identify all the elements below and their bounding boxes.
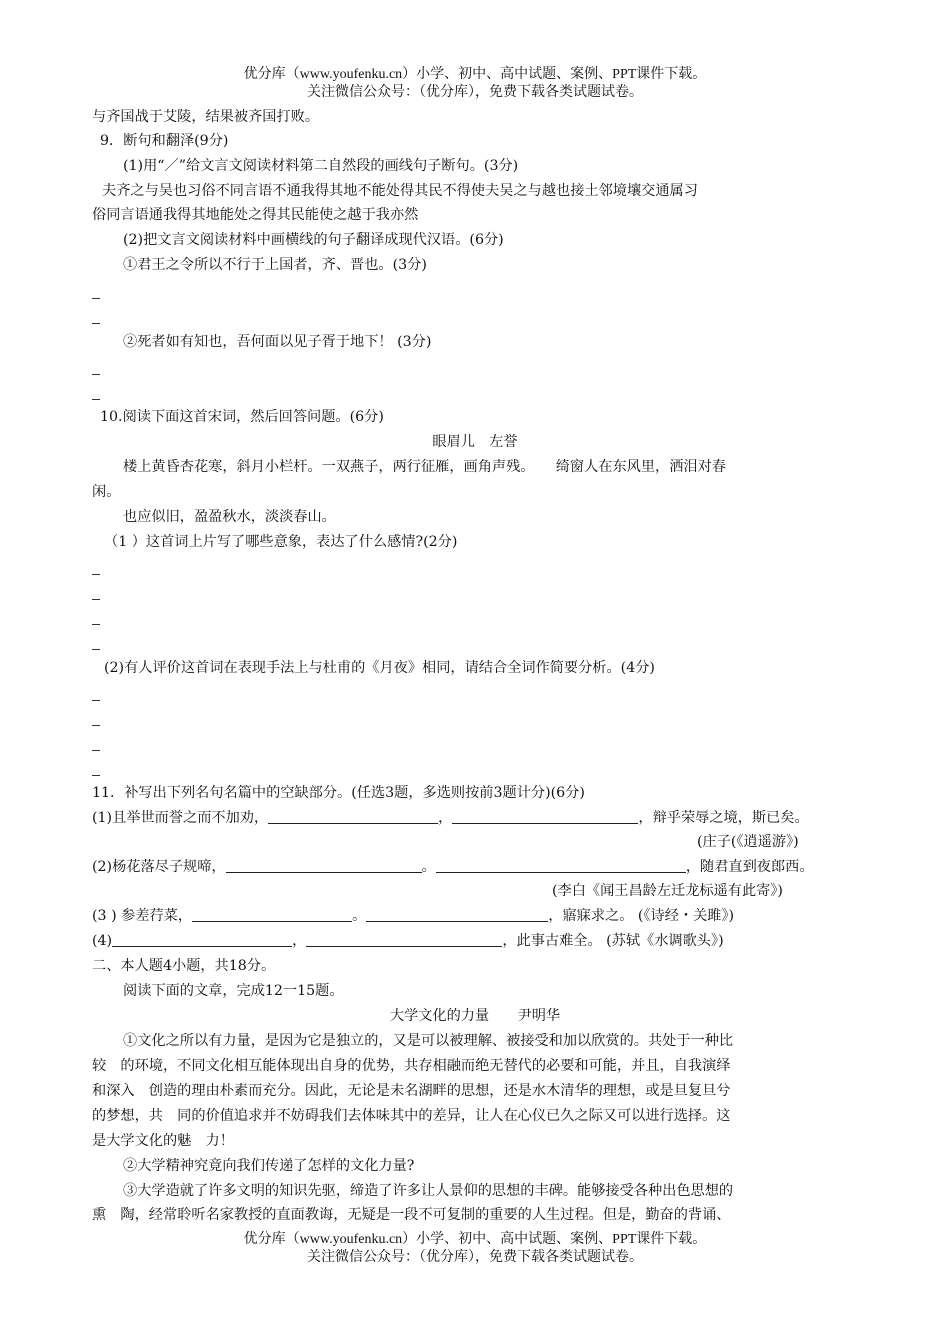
answer-line [92,775,100,776]
answer-line [92,725,100,726]
answer-line [92,399,100,400]
fill-blank[interactable] [452,809,638,824]
page-footer-line-2: 关注微信公众号：（优分库），免费下载各类试题试卷。 [307,1250,643,1265]
fill-in-item-2 [92,858,814,876]
item-text: (2)杨花落尽子规啼， [92,859,226,875]
answer-line [92,700,100,701]
item-text: ，辩乎荣辱之境，斯已矣。 [638,810,809,826]
answer-line [92,323,100,324]
poem-line: 楼上黄昏杏花寒，斜月小栏杆。一双燕子，两行征雁，画角声残。 绮窗人在东风里，洒泪对春 [123,459,726,475]
poem-line: 也应似旧，盈盈秋水，淡淡春山。 [123,509,336,525]
item-source: (李白《闻王昌龄左迁龙标遥有此寄》) [552,883,783,899]
item-text: (1)且举世而誉之而不加劝， [92,810,269,826]
page-footer-line-1: 优分库（www.youfenku.cn）小学、初中、高中试题、案例、PPT课件下载。 [243,1232,707,1247]
section-2-title: 二、本人题4小题，共18分。 [92,958,276,974]
answer-line [92,298,100,299]
question-9-item-1: ①君王之令所以不行于上国者，齐、晋也。(3分) [123,257,427,273]
fill-blank[interactable] [366,907,548,922]
fill-in-item-1 [92,809,809,827]
article-title: 大学文化的力量 尹明华 [389,1008,561,1024]
question-10-part-2: (2)有人评价这首词在表现手法上与杜甫的《月夜》相同，请结合全词作简要分析。(4分) [104,660,655,676]
item-text: ， [292,933,307,949]
article-line: 较 的环境，不同文化相互能体现出自身的优势，共存相融而绝无替代的必要和可能，并且，自我演绎 [92,1058,731,1074]
question-9-part-2: (2)把文言文阅读材料中画横线的句子翻译成现代汉语。(6分) [123,232,504,248]
page-header-line-2: 关注微信公众号：（优分库），免费下载各类试题试卷。 [307,85,643,100]
text-line: 与齐国战于艾陵，结果被齐国打败。 [92,109,320,125]
item-text: (3 ) 参差荇菜， [92,908,193,924]
article-line: 的梦想，共 同的价值追求并不妨碍我们去体味其中的差异，让人在心仪已久之际又可以进行选择。这 [92,1108,731,1124]
article-line: ②大学精神究竟向我们传递了怎样的文化力量? [123,1158,415,1174]
answer-line [92,649,100,650]
answer-line [92,374,100,375]
fill-blank[interactable] [436,858,686,873]
question-10-title: 10.阅读下面这首宋词，然后回答问题。(6分) [100,409,384,425]
question-11-title: 11．补写出下列名句名篇中的空缺部分。(任选3题，多选则按前3题计分)(6分) [92,785,585,801]
fill-blank[interactable] [112,932,292,947]
fill-blank[interactable] [192,907,352,922]
answer-line [92,599,100,600]
article-line: 是大学文化的魅 力！ [92,1133,234,1149]
text-line: 俗同言语通我得其地能处之得其民能使之越于我亦然 [92,207,419,223]
item-text: 。 [421,859,436,875]
poem-title: 眼眉儿 左誉 [432,434,518,450]
item-text: (4) [92,933,113,949]
question-9-title: 9．断句和翻泽(9分) [100,133,229,149]
page-header-line-1: 优分库（www.youfenku.cn）小学、初中、高中试题、案例、PPT课件下载。 [243,67,707,82]
article-line: ①文化之所以有力量，是因为它是独立的，又是可以被理解、被接受和加以欣赏的。共处于一种比 [123,1033,734,1049]
fill-blank[interactable] [306,932,502,947]
answer-line [92,750,100,751]
fill-blank[interactable] [226,858,422,873]
question-10-part-1: （1 ）这首词上片写了哪些意象，表达了什么感情?(2分) [104,534,458,550]
item-text: ， [438,810,453,826]
article-line: 熏 陶，经常聆听名家教授的直面教诲，无疑是一段不可复制的重要的人生过程。但是，勤奋的背诵、 [92,1207,731,1223]
item-text: ，随君直到夜郎西。 [685,859,814,875]
article-line: ③大学造就了许多文明的知识先驱，缔造了许多让人景仰的思想的丰碑。能够接受各种出色思想的 [123,1183,734,1199]
item-text: 。 [352,908,367,924]
item-text: ，此事古难全。 (苏轼《水调歌头》) [502,933,724,949]
fill-in-item-4 [92,932,724,950]
answer-line [92,624,100,625]
question-9-item-2: ②死者如有知也，吾何面以见子胥于地下！ (3分) [123,334,432,350]
item-source: (庄子(《逍遥游》) [697,834,799,850]
item-text: ，寤寐求之。 (《诗经・关雎》) [548,908,735,924]
fill-in-item-3 [92,907,734,925]
question-9-part-1: (1)用“／”给文言文阅读材料第二自然段的画线句子断句。(3分) [123,158,519,174]
text-line: 阅读下面的文章，完成12一15题。 [123,983,344,999]
answer-line [92,574,100,575]
text-line: 夫齐之与吴也习俗不同言语不通我得其地不能处得其民不得使夫吴之与越也接土邻境壤交通属习 [102,183,698,199]
fill-blank[interactable] [268,809,438,824]
poem-line: 闲。 [92,484,121,500]
article-line: 和深入 创造的理由朴素而充分。因此，无论是未名湖畔的思想，还是水木清华的理想，或是旦复旦兮 [92,1083,731,1099]
